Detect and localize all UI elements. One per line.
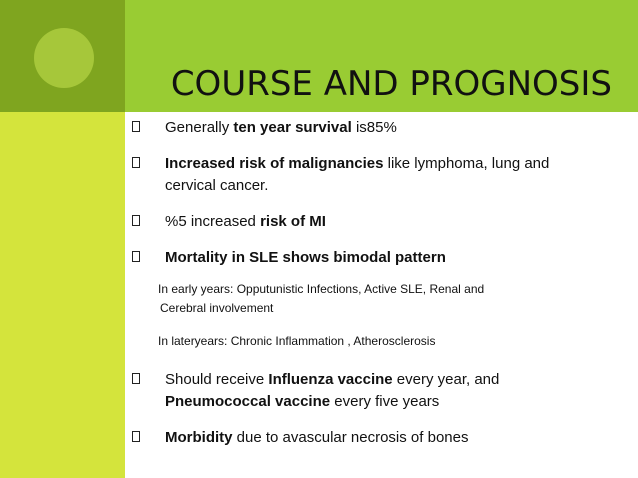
bullet-mi-risk [132, 211, 632, 233]
bullet-text: like lymphoma, lung and [383, 155, 550, 172]
bullet-text: cervical cancer. [165, 177, 269, 194]
bullet-marker-icon [132, 373, 140, 384]
bullet-text-bold: Morbidity [165, 429, 233, 446]
bullet-text-bold: risk of MI [260, 213, 326, 230]
bullet-text: due to avascular necrosis of bones [232, 429, 469, 446]
bullet-text-bold: Pneumococcal vaccine [165, 393, 331, 410]
bullet-text-bold: Increased risk of malignancies [165, 155, 384, 172]
bullet-mortality [132, 247, 632, 269]
bullet-morbidity [132, 427, 632, 449]
sub-note-early-years [132, 280, 632, 318]
bullet-malignancies [132, 153, 632, 197]
sub-note-text: In early years: Opputunistic Infections, Active SLE, Renal and [158, 282, 485, 296]
slide-body [132, 117, 632, 449]
slide-title: COURSE AND PROGNOSIS [170, 64, 612, 104]
sub-note-text: Cerebral involvement [160, 301, 274, 315]
bullet-text: is85% [351, 119, 397, 136]
bullet-text-bold: Mortality in SLE shows bimodal pattern [165, 249, 446, 266]
bullet-survival [132, 117, 632, 139]
bullet-text: Should receive [165, 371, 269, 388]
bullet-text: every five years [330, 393, 440, 410]
bullet-marker-icon [132, 121, 140, 132]
bullet-text-bold: Influenza vaccine [268, 371, 393, 388]
bullet-text-bold: ten year survival [233, 119, 352, 136]
bullet-text: every year, and [392, 371, 500, 388]
bullet-vaccines [132, 369, 632, 413]
bullet-marker-icon [132, 157, 140, 168]
sub-note-later-years [132, 332, 632, 351]
bullet-marker-icon [132, 431, 140, 442]
bullet-marker-icon [132, 215, 140, 226]
bullet-text: %5 increased [165, 213, 261, 230]
bullet-marker-icon [132, 251, 140, 262]
bullet-text: Generally [165, 119, 234, 136]
decorative-circle [34, 28, 94, 88]
sub-note-text: In lateryears: Chronic Inflammation , Atherosclerosis [158, 334, 436, 348]
